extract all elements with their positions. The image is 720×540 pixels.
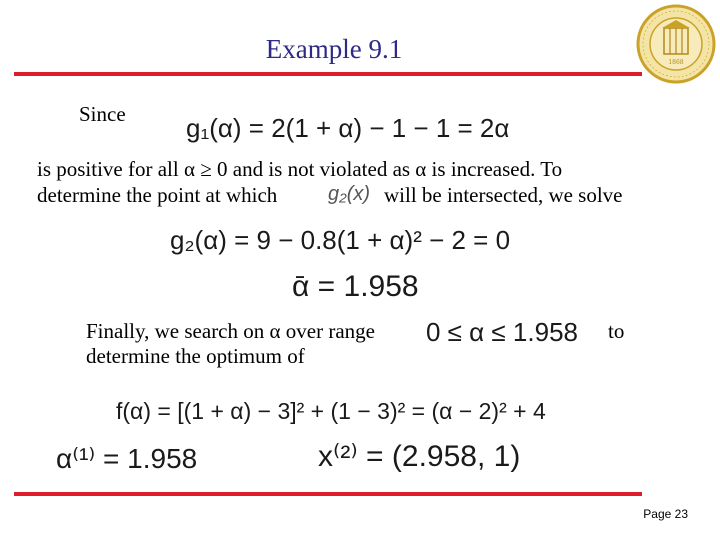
svg-text:1868: 1868 — [668, 59, 684, 66]
page-number: Page 23 — [643, 507, 688, 521]
body-line-3b: to — [608, 319, 625, 343]
g2-inline-symbol: g₂(x) — [328, 183, 371, 205]
equation-g2: g₂(α) = 9 − 0.8(1 + α)² − 2 = 0 — [170, 225, 511, 255]
slide-title: Example 9.1 — [265, 34, 403, 64]
alpha-range: 0 ≤ α ≤ 1.958 — [426, 317, 578, 347]
body-line-2a: determine the point at which — [37, 183, 278, 207]
top-divider — [14, 72, 642, 76]
equation-x2: x⁽²⁾ = (2.958, 1) — [318, 440, 521, 473]
body-line-3a: Finally, we search on α over range — [86, 319, 375, 343]
equation-f: f(α) = [(1 + α) − 3]² + (1 − 3)² = (α − 2)² + 4 — [116, 398, 546, 424]
since-text: Since — [79, 102, 126, 126]
university-seal-logo — [636, 4, 716, 84]
equation-alpha1: α⁽¹⁾ = 1.958 — [56, 443, 198, 474]
bottom-divider — [14, 492, 642, 496]
body-line-2b: will be intersected, we solve — [384, 183, 623, 207]
equation-g1: g₁(α) = 2(1 + α) − 1 − 1 = 2α — [186, 113, 510, 143]
body-line-4: determine the optimum of — [86, 344, 305, 368]
equation-alpha-bar: ᾱ = 1.958 — [292, 270, 419, 303]
body-line-1: is positive for all α ≥ 0 and is not violated as α is increased. To — [37, 157, 563, 181]
